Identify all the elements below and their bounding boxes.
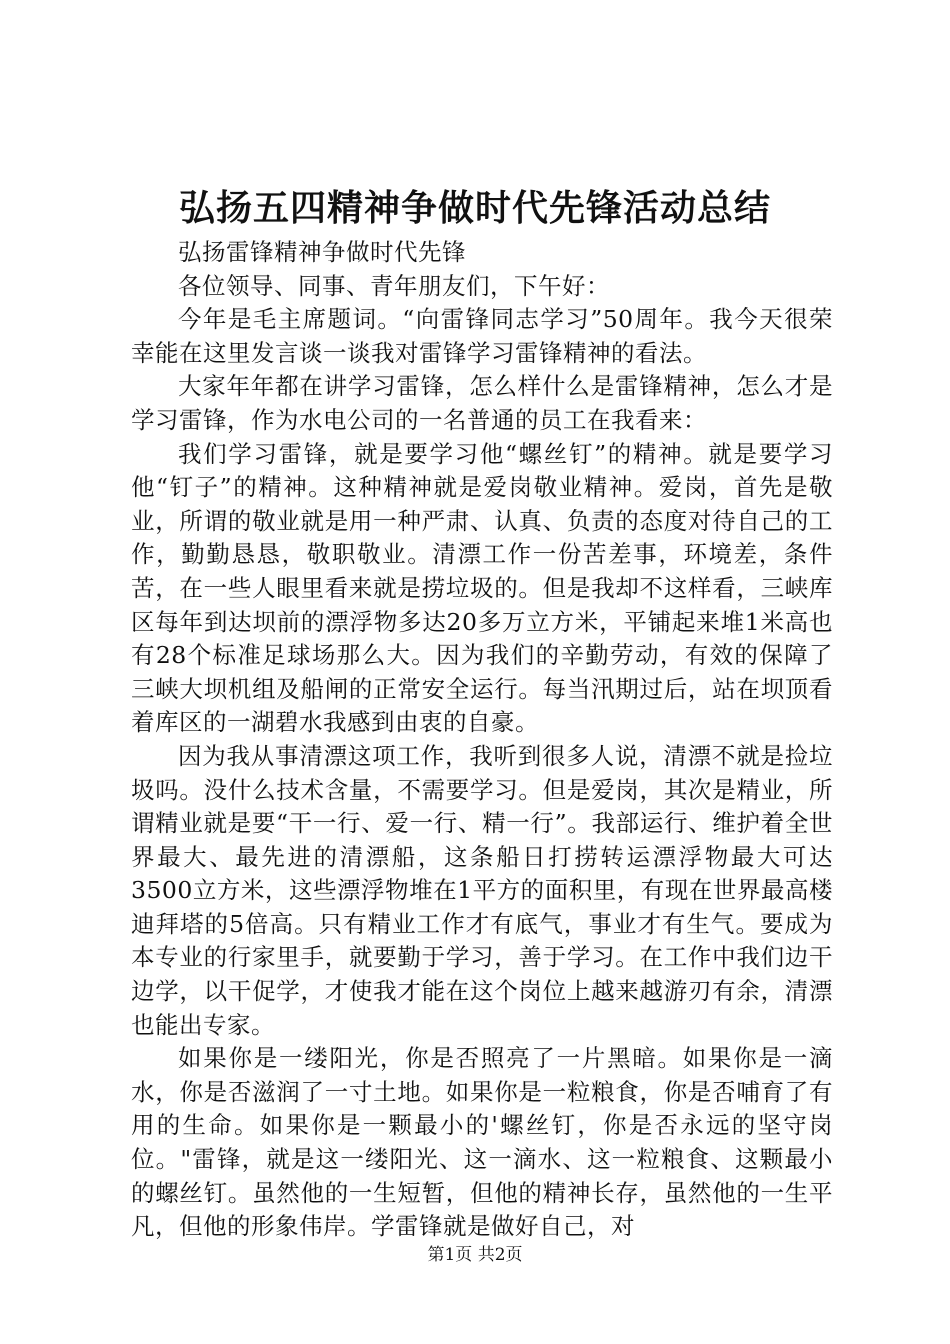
subtitle-paragraph: 弘扬雷锋精神争做时代先锋	[178, 238, 466, 266]
greeting-paragraph: 各位领导、同事、青年朋友们，下午好：	[178, 271, 610, 300]
document-body	[131, 236, 833, 1244]
document-title: 弘扬五四精神争做时代先锋活动总结	[178, 187, 771, 229]
page-footer: 第1页 共2页	[427, 1245, 523, 1265]
body-paragraph: 如果你是一缕阳光，你是否照亮了一片黑暗。如果你是一滴水，你是否滋润了一寸土地。如果你是一粒粮食，你是否哺育了有用的生命。如果你是一颗最小的'螺丝钉，你是否永远的坚守岗位。"雷锋，就是这一缕阳光、这一滴水、这一粒粮食、这颗最小的螺丝钉。虽然他的一生短暂，但他的精神长存，虽然他的一生平凡，但他的形象伟岸。学雷锋就是做好自己，对	[131, 1044, 833, 1241]
body-paragraph: 因为我从事清漂这项工作，我听到很多人说，清漂不就是捡垃圾吗。没什么技术含量，不需要学习。但是爱岗，其次是精业，所谓精业就是要“干一行、爱一行、精一行”。我部运行、维护着全世界最大、最先进的清漂船，这条船日打捞转运漂浮物最大可达3500立方米，这些漂浮物堆在1平方的面积里，有现在世界最高楼迪拜塔的5倍高。只有精业工作才有底气，事业才有生气。要成为本专业的行家里手，就要勤于学习，善于学习。在工作中我们边干边学，以干促学，才使我才能在这个岗位上越来越游刃有余，清漂也能出专家。	[131, 741, 833, 1039]
body-paragraph: 大家年年都在讲学习雷锋，怎么样什么是雷锋精神，怎么才是学习雷锋，作为水电公司的一名普通的员工在我看来：	[131, 372, 833, 434]
body-paragraph: 今年是毛主席题词。“向雷锋同志学习”50周年。我今天很荣幸能在这里发言谈一谈我对雷锋学习雷锋精神的看法。	[131, 305, 833, 367]
body-paragraph: 我们学习雷锋，就是要学习他“螺丝钉”的精神。就是要学习他“钉子”的精神。这种精神就是爱岗敬业精神。爱岗，首先是敬业，所谓的敬业就是用一种严肃、认真、负责的态度对待自己的工作，勤勤恳恳，敬职敬业。清漂工作一份苦差事，环境差，条件苦，在一些人眼里看来就是捞垃圾的。但是我却不这样看，三峡库区每年到达坝前的漂浮物多达20多万立方米，平铺起来堆1米高也有28个标准足球场那么大。因为我们的辛勤劳动，有效的保障了三峡大坝机组及船闸的正常安全运行。每当汛期过后，站在坝顶看着库区的一湖碧水我感到由衷的自豪。	[131, 439, 833, 737]
